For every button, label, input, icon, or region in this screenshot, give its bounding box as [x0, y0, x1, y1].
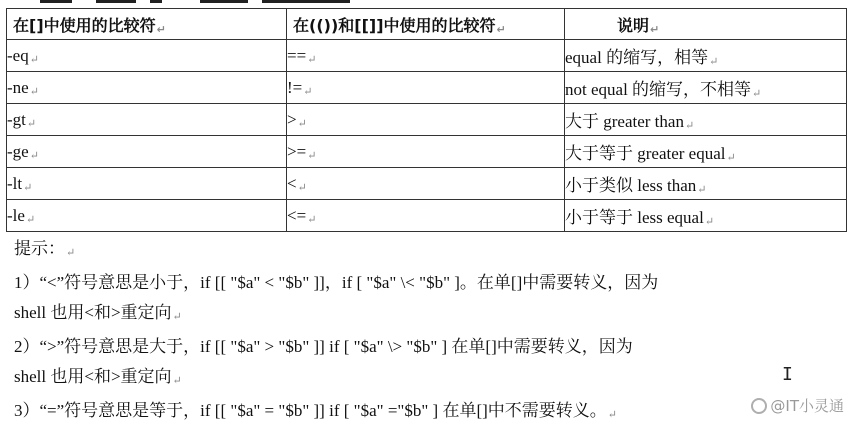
table-row	[7, 168, 847, 200]
cell-description: 大于 greater than↵	[565, 104, 847, 136]
table-row	[7, 72, 847, 104]
top-clipped-line	[0, 0, 850, 6]
cell-double-bracket-op: !=↵	[287, 72, 565, 104]
table-row	[7, 40, 847, 72]
header-double-bracket: 在(())和[[]]中使用的比较符↵	[287, 9, 565, 40]
cell-single-bracket-op: -lt↵	[7, 168, 287, 200]
note-line-3: 2）“>”符号意思是大于，if [[ "$a" > "$b" ]] if [ "$a" \> "$b" ] 在单[]中需要转义，因为	[14, 337, 633, 356]
cell-double-bracket-op: >=↵	[287, 136, 565, 168]
cell-double-bracket-op: >↵	[287, 104, 565, 136]
cell-single-bracket-op: -gt↵	[7, 104, 287, 136]
note-line-1: 1）“<”符号意思是小于，if [[ "$a" < "$b" ]]，if [ "$a" \< "$b" ]。在单[]中需要转义，因为	[14, 273, 659, 292]
cell-single-bracket-op: -ge↵	[7, 136, 287, 168]
cell-description: 小于等于 less equal↵	[565, 200, 847, 232]
note-line-2: shell 也用<和>重定向↵	[14, 303, 182, 323]
cell-double-bracket-op: ==↵	[287, 40, 565, 72]
text-cursor-icon: I	[782, 364, 793, 385]
cell-double-bracket-op: <↵	[287, 168, 565, 200]
notes-section	[14, 234, 844, 430]
table-header-row	[7, 9, 847, 40]
notes-title: 提示：↵	[14, 239, 76, 259]
cell-description: not equal 的缩写，不相等↵	[565, 72, 847, 104]
header-description: 说明↵	[565, 9, 847, 40]
cell-description: 大于等于 greater equal↵	[565, 136, 847, 168]
cell-single-bracket-op: -le↵	[7, 200, 287, 232]
comparison-table	[6, 8, 847, 232]
note-line-4: shell 也用<和>重定向↵	[14, 367, 182, 387]
table-row	[7, 136, 847, 168]
watermark: @IT小灵通	[751, 395, 844, 416]
cell-description: equal 的缩写，相等↵	[565, 40, 847, 72]
table-row	[7, 104, 847, 136]
watermark-logo-icon	[751, 398, 767, 414]
note-line-5: 3）“=”符号意思是等于，if [[ "$a" = "$b" ]] if [ "$a" ="$b" ] 在单[]中不需要转义。↵	[14, 401, 617, 421]
header-single-bracket: 在[]中使用的比较符↵	[7, 9, 287, 40]
cell-description: 小于类似 less than↵	[565, 168, 847, 200]
cell-single-bracket-op: -ne↵	[7, 72, 287, 104]
cell-double-bracket-op: <=↵	[287, 200, 565, 232]
table-row	[7, 200, 847, 232]
cell-single-bracket-op: -eq↵	[7, 40, 287, 72]
